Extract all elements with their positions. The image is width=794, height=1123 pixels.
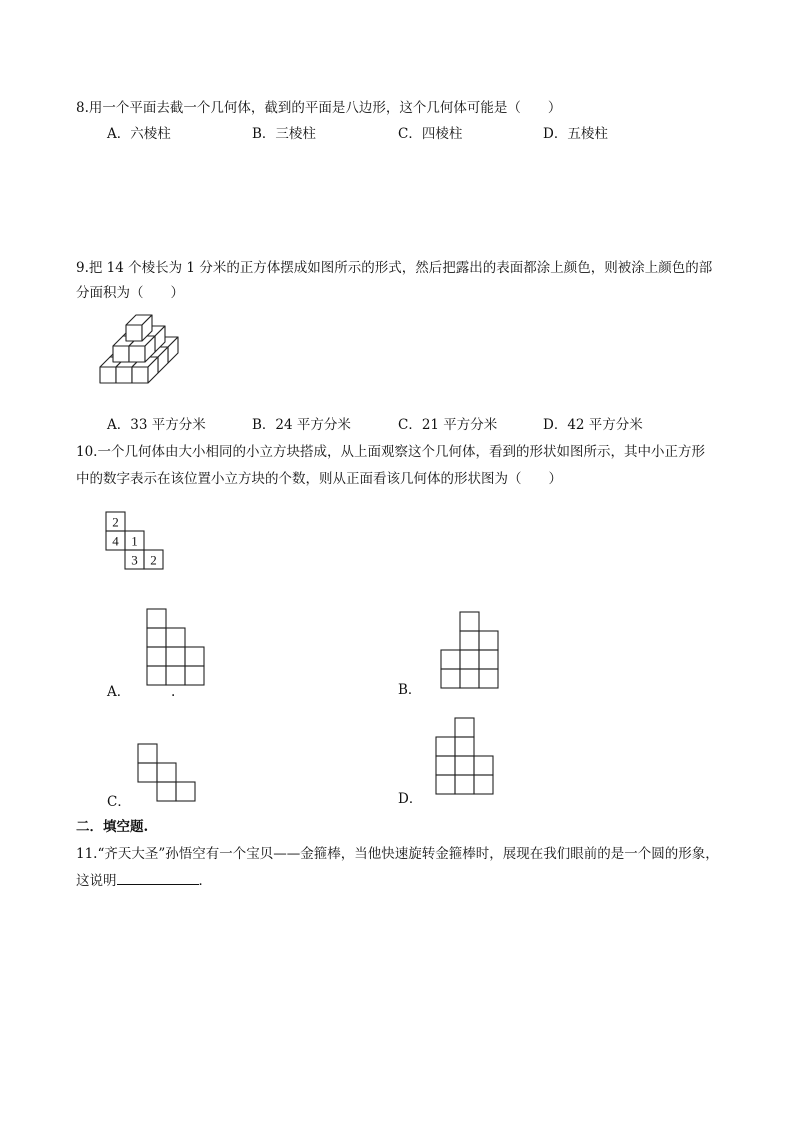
q8-option-d: D．五棱柱 (543, 126, 608, 142)
q8-stem: 8.用一个平面去截一个几何体，截到的平面是八边形，这个几何体可能是（ ） (76, 100, 562, 116)
q10-option-c-label: C． (107, 794, 131, 810)
q10-option-a-dot: . (171, 684, 176, 700)
q9-option-c: C．21 平方分米 (398, 417, 498, 433)
q11-line2-prefix: 这说明 (76, 873, 117, 889)
q11-line2-suffix: ． (198, 873, 212, 889)
q8-option-a: A．六棱柱 (107, 126, 171, 142)
q8-option-c: C．四棱柱 (398, 126, 463, 142)
q10-option-d-label: D． (398, 791, 423, 807)
q11-line1: 11.“齐天大圣”孙悟空有一个宝贝——金箍棒，当他快速旋转金箍棒时，展现在我们眼前的是一个圆的形象， (76, 846, 719, 862)
q10-stem-line1: 10.一个几何体由大小相同的小立方块搭成，从上面观察这个几何体，看到的形状如图所示，其中小正方形 (76, 444, 705, 460)
q9-stem-line2: 分面积为（ ） (76, 285, 184, 301)
q9-option-a: A．33 平方分米 (107, 417, 206, 433)
grid-number: 2 (112, 514, 119, 530)
q10-stem-line2: 中的数字表示在该位置小立方块的个数，则从正面看该几何体的形状图为（ ） (76, 471, 562, 487)
grid-number: 1 (131, 533, 138, 549)
answer-blank[interactable] (117, 870, 199, 885)
q9-option-b: B．24 平方分米 (252, 417, 351, 433)
grid-number: 2 (150, 552, 157, 568)
q10-option-a-label: A． (107, 684, 131, 700)
q9-option-d: D．42 平方分米 (543, 417, 643, 433)
q10-option-b-label: B． (398, 682, 422, 698)
grid-number: 3 (131, 552, 138, 568)
grid-number: 4 (112, 533, 119, 549)
q9-stem-line1: 9.把 14 个棱长为 1 分米的正方体摆成如图所示的形式，然后把露出的表面都涂上颜色，则被涂上颜色的部 (76, 260, 713, 276)
q11-line2 (76, 870, 212, 890)
q8-option-b: B．三棱柱 (252, 126, 316, 142)
section-title: 二．填空题. (76, 819, 149, 835)
